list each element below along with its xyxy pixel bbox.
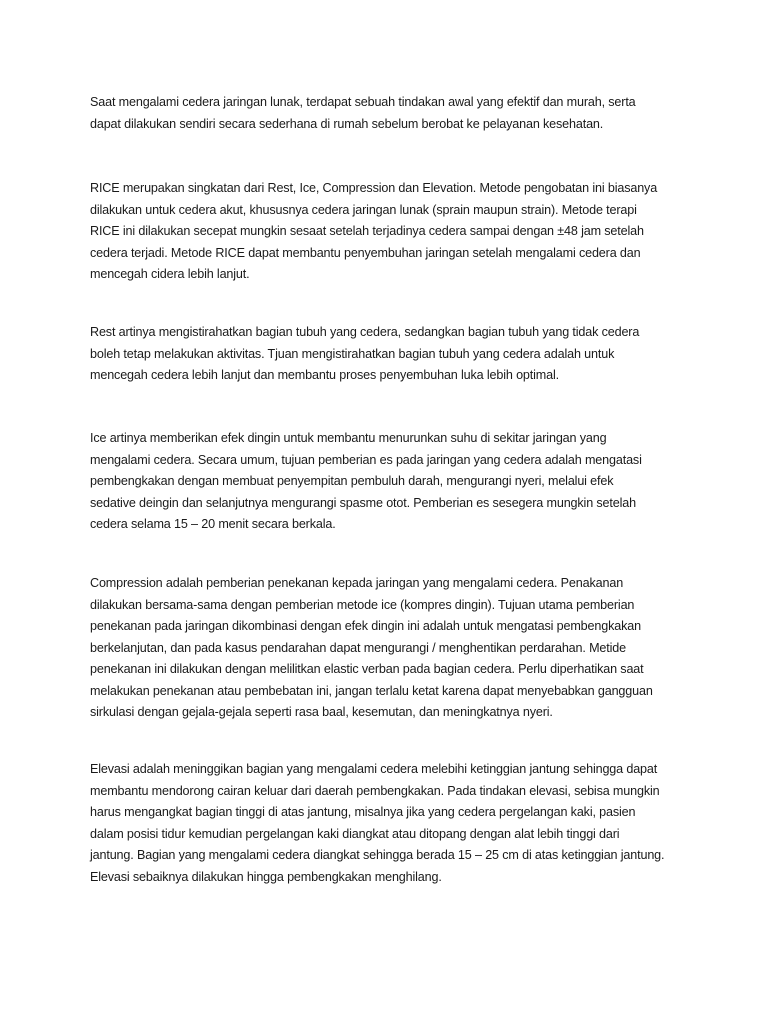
text-line: harus mengangkat bagian tinggi di atas jantung, misalnya jika yang cedera pergelangan kaki, pasien [90,805,636,819]
text-line: pembengkakan dengan membuat penyempitan pembuluh darah, mengurangi nyeri, melalui efek [90,474,614,488]
text-line: sedative deingin dan selanjutnya mengurangi spasme otot. Pemberian es sesegera mungkin setelah [90,495,636,510]
text-line: RICE ini dilakukan secepat mungkin sesaat setelah terjadinya cedera sampai dengan ±48 jam setelah [90,224,644,238]
text-line: Compression adalah pemberian penekanan kepada jaringan yang mengalami cedera. Penakanan [90,576,624,590]
paragraph-compression [90,573,690,724]
text-line: boleh tetap melakukan aktivitas. Tjuan mengistirahatkan bagian tubuh yang cedera adalah untuk [90,346,615,361]
text-line: membantu mendorong cairan keluar dari daerah pembengkakan. Pada tindakan elevasi, sebisa mungkin [90,783,660,798]
text-line: Ice artinya memberikan efek dingin untuk membantu menurunkan suhu di sekitar jaringan yang [90,431,607,445]
paragraph-elevation [90,759,690,888]
text-line: RICE merupakan singkatan dari Rest, Ice, Compression dan Elevation. Metode pengobatan ini biasanya [90,181,658,195]
text-line: dilakukan untuk cedera akut, khususnya cedera jaringan lunak (sprain maupun strain). Metode terapi [90,202,637,217]
text-line: Elevasi adalah meninggikan bagian yang mengalami cedera melebihi ketinggian jantung sehingga dapat [90,762,658,776]
paragraph-intro [90,92,690,135]
text-line: mengalami cedera. Secara umum, tujuan pemberian es pada jaringan yang cedera adalah mengatasi [90,452,642,467]
text-line: Rest artinya mengistirahatkan bagian tubuh yang cedera, sedangkan bagian tubuh yang tidak cedera [90,325,640,339]
paragraph-rice [90,178,690,286]
text-line: Saat mengalami cedera jaringan lunak, terdapat sebuah tindakan awal yang efektif dan murah, serta [90,95,636,109]
text-line: sirkulasi dengan gejala-gejala seperti rasa baal, kesemutan, dan meningkatnya nyeri. [90,705,553,719]
text-line: penekanan ini dilakukan dengan melilitkan elastic verban pada bagian cedera. Perlu diperhatikan saat [90,662,644,676]
text-line: penekanan pada jaringan dikombinasi dengan efek dingin ini adalah untuk mengatasi pembengkakan [90,619,641,633]
text-line: dapat dilakukan sendiri secara sederhana di rumah sebelum berobat ke pelayanan kesehatan. [90,116,604,131]
text-line: mencegah cedera lebih lanjut dan membantu proses penyembuhan luka lebih optimal. [90,368,559,382]
text-line: berkelanjutan, dan pada kasus pendarahan dapat mengurangi / menghentikan perdarahan. Metide [90,640,626,655]
text-line: jantung. Bagian yang mengalami cedera diangkat sehingga berada 15 – 25 cm di atas ketinggian jantung. [90,848,665,862]
text-line: Elevasi sebaiknya dilakukan hingga pembengkakan menghilang. [90,869,442,884]
text-line: dilakukan bersama-sama dengan pemberian metode ice (kompres dingin). Tujuan utama pemberian [90,597,635,612]
paragraph-ice [90,428,690,536]
text-line: cedera terjadi. Metode RICE dapat membantu penyembuhan jaringan setelah mengalami cedera dan [90,245,641,260]
paragraph-rest [90,322,690,387]
text-line: dalam posisi tidur kemudian pergelangan kaki diangkat atau ditopang dengan alat lebih tinggi dari [90,826,620,841]
text-line: mencegah cidera lebih lanjut. [90,267,250,281]
text-line: melakukan penekanan atau pembebatan ini, jangan terlalu ketat karena dapat menyebabkan gangguan [90,683,653,698]
text-line: cedera selama 15 – 20 menit secara berkala. [90,517,336,531]
